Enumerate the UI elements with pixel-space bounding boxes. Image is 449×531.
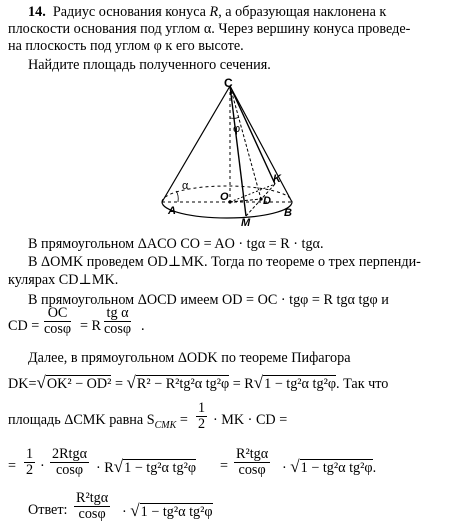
label-alpha: α (182, 180, 189, 192)
final-r (96, 458, 196, 477)
fraction-num: 2Rtgα (52, 446, 88, 462)
final-sqrt-2 (282, 458, 376, 477)
problem-line-2: плоскости основания под углом α. Через вершину конуса проведе- (8, 21, 411, 37)
area-text (8, 412, 188, 434)
label-c: C (224, 78, 233, 90)
final-dot-2: · (282, 460, 287, 476)
area-subscript: CMK (154, 419, 177, 431)
solution-line-3: кулярах CD⊥MK. (8, 272, 119, 288)
dk-line (8, 374, 388, 393)
sqrt-final-2: 1 − tg²α tg²φ (300, 460, 373, 476)
solution-line-1: В прямоугольном ΔACO CO = AO · tgα = R · tgα. (28, 236, 324, 252)
problem-line-3: на плоскость под углом φ к его высоте. (8, 38, 244, 54)
sqrt-one-tg: 1 − tg²α tg²φ (264, 376, 337, 392)
problem-text-1b: , а образующая наклонена к (218, 4, 387, 20)
fraction-oc-cos (44, 306, 71, 337)
solution-line-2: В ΔOMK проведем OD⊥MK. Тогда по теореме о трех перпенди- (28, 254, 421, 270)
fraction-answer (74, 491, 110, 522)
sqrt-final-1: 1 − tg²α tg²φ (124, 460, 197, 476)
solution-line-4: В прямоугольном ΔOCD имеем OD = OC · tgφ = R tgα tgφ и (28, 292, 389, 308)
answer-label: Ответ: (28, 502, 68, 518)
sqrt-sign: √ (36, 373, 46, 392)
fraction-num: R²tgα (76, 490, 109, 506)
problem-text-1a: Радиус основания конуса (52, 4, 210, 20)
fraction-num: tg α (104, 306, 131, 322)
sqrt-r-tg: R² − R²tg²α tg²φ (136, 376, 230, 392)
problem-line-1 (28, 4, 386, 21)
cd-mid: = R (80, 318, 102, 334)
sqrt-ok-od: OK² − OD² (46, 376, 112, 392)
section-cm (230, 86, 246, 216)
area-eq: = (176, 412, 188, 428)
final-end: . (372, 460, 377, 476)
area-label: площадь ΔCMK равна S (8, 412, 155, 428)
fraction-num: OC (44, 306, 71, 322)
final-eq: = (8, 458, 17, 474)
generatrix-ca (162, 86, 230, 202)
fraction-num: 1 (26, 446, 34, 462)
fraction-den: cosφ (104, 321, 132, 337)
label-o: O (220, 191, 229, 203)
fraction-den: cosφ (55, 462, 84, 478)
final-eq-2: = (220, 458, 229, 474)
answer-dot: · (122, 504, 127, 520)
generatrix-cb (230, 86, 292, 202)
final-dot: · (40, 458, 45, 474)
fraction-2rtg-cos (50, 447, 89, 478)
sqrt-sign: √ (130, 501, 140, 520)
label-k: K (273, 173, 281, 185)
fraction-den: cosφ (238, 462, 266, 478)
dk-eq-r: = R (232, 376, 254, 392)
fraction-tg-cos (104, 306, 131, 337)
sqrt-sign: √ (126, 373, 136, 392)
fraction-den: 2 (26, 462, 34, 478)
sqrt-answer: 1 − tg²α tg²φ (140, 504, 213, 520)
point-o (228, 200, 231, 203)
label-m: M (241, 217, 251, 226)
fraction-num: 1 (198, 400, 206, 416)
fraction-den: cosφ (44, 321, 72, 337)
dk-eq: = (114, 376, 123, 392)
problem-line-4: Найдите площадь полученного сечения. (28, 57, 271, 73)
cd-end: . (141, 318, 145, 334)
fraction-den: cosφ (78, 506, 106, 522)
solution-line-6: Далее, в прямоугольном ΔODK по теореме Пифагора (28, 350, 351, 366)
final-r-text: · R (96, 460, 114, 476)
label-d: D (263, 195, 271, 207)
angle-alpha-arc (176, 191, 178, 202)
area-rest: · MK · CD = (213, 412, 288, 428)
cd-lhs: CD = (8, 318, 40, 334)
problem-var-r: R (209, 4, 219, 20)
fraction-half-2 (24, 447, 35, 478)
cone-figure (160, 78, 305, 226)
dk-end: . Так что (336, 376, 389, 392)
fraction-num: R²tgα (236, 446, 269, 462)
answer-sqrt (122, 502, 213, 521)
sqrt-sign: √ (290, 457, 300, 476)
label-b: B (284, 207, 292, 219)
label-a: A (168, 205, 176, 217)
fraction-den: 2 (198, 416, 206, 432)
dk-lhs: DK= (8, 376, 37, 392)
sqrt-sign: √ (113, 457, 124, 476)
label-phi: φ (233, 123, 241, 135)
fraction-r2tg-cos (234, 447, 270, 478)
fraction-half (196, 401, 207, 432)
base-front-arc (162, 202, 292, 218)
sqrt-sign: √ (253, 373, 264, 392)
problem-number: 14. (28, 4, 46, 20)
